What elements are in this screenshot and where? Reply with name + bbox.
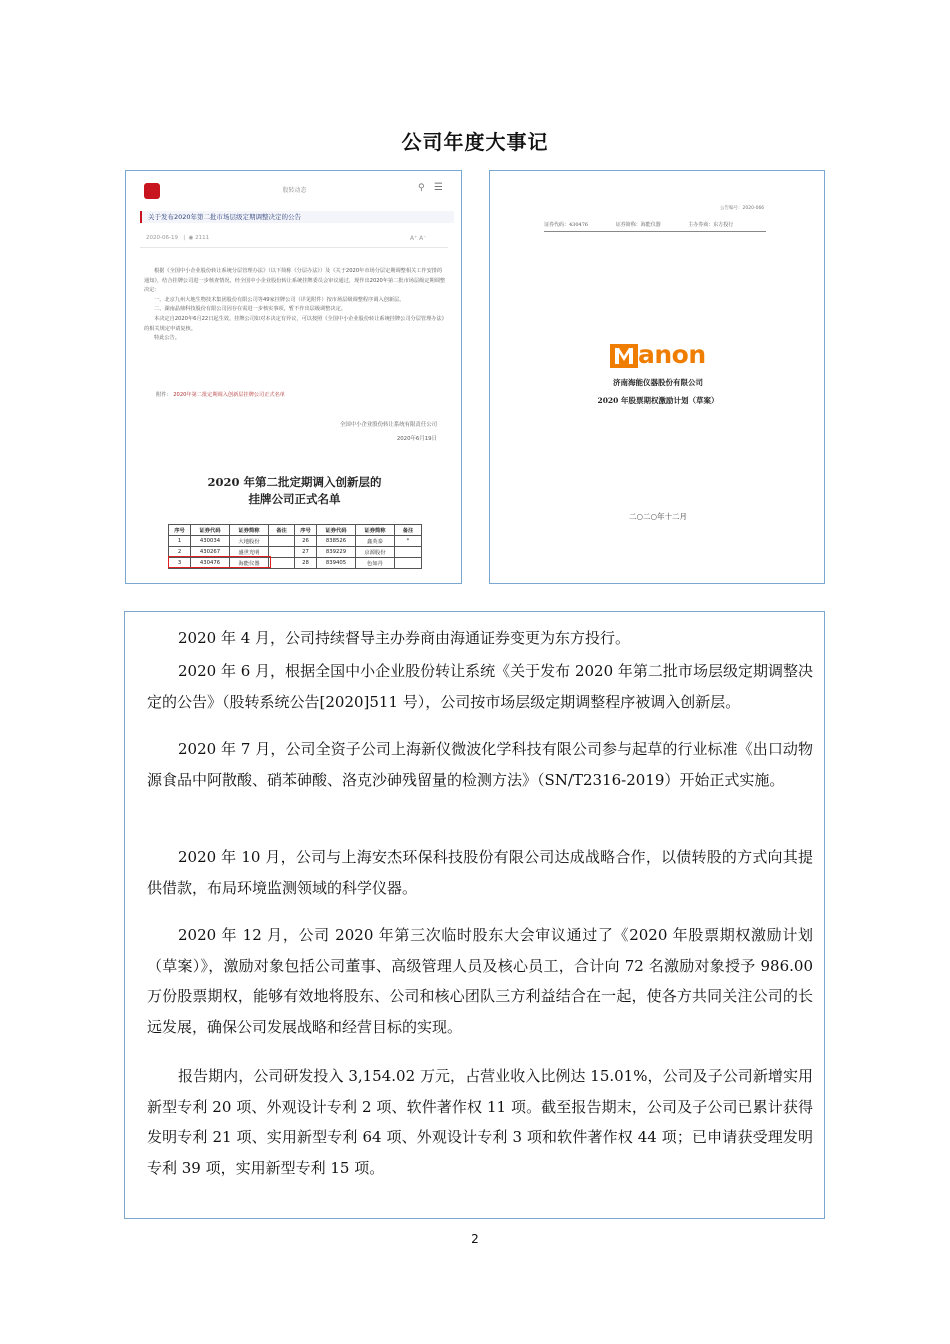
column-header: 证券简称 (356, 525, 395, 536)
table-cell: 26 (295, 536, 317, 547)
event-paragraph: 2020 年 12 月，公司 2020 年第三次临时股东大会审议通过了《2020 年股票期权激励计划（草案）》，激励对象包括公司董事、高级管理人员及核心员工，合计向 72 名激励对象授予 986.00 万份股票期权，能够有效地将股东、公司和核心团队三方利益结合在一起，使各方共同关注公司的长远发展，确保公司发展战略和经营目标的实现。 (147, 926, 813, 1036)
column-header: 证券代码 (191, 525, 230, 536)
cover-header-row (544, 221, 766, 232)
event-paragraph: 2020 年 6 月，根据全国中小企业股份转让系统《关于发布 2020 年第二批市场层级定期调整决定的公告》（股转系统公告[2020]511 号），公司按市场层级定期调整程序被调入创新层。 (147, 662, 813, 711)
events-box (124, 611, 825, 1219)
highlight-box (168, 556, 271, 568)
announcement-title: 关于发布2020年第二批市场层级定期调整决定的公告 (140, 211, 454, 223)
column-header: 序号 (169, 525, 191, 536)
table-cell: 430034 (191, 536, 230, 547)
announcement-screenshot (125, 170, 462, 584)
column-header: 证券代码 (317, 525, 356, 536)
table-cell (395, 547, 422, 558)
table-cell: 京源股份 (356, 547, 395, 558)
plan-cover (489, 170, 825, 584)
table-row (169, 536, 422, 547)
table-cell: 27 (295, 547, 317, 558)
logo-text: anon (638, 340, 706, 369)
column-header: 备注 (269, 525, 295, 536)
column-header: 证券简称 (230, 525, 269, 536)
font-size-controls: A⁺ A⁻ (410, 235, 427, 242)
announcement-date: 2020-06-19 (146, 235, 178, 241)
table-cell: 1 (169, 536, 191, 547)
divider (140, 247, 448, 248)
table-cell: 2 (169, 547, 191, 558)
column-header: 序号 (295, 525, 317, 536)
announcement-paragraph: 一、北京九州大地生物技术集团股份有限公司等49家挂牌公司（详见附件）按市场层级调整程序调入创新层。 (154, 296, 405, 303)
menu-icon: ☰ (434, 182, 443, 193)
attachment-label: 附件： (156, 392, 172, 398)
table-cell: 28 (295, 558, 317, 569)
nav-title: 股转动态 (282, 187, 307, 194)
table-cell (269, 547, 295, 558)
stock-name: 证券简称：海能仪器 (615, 222, 661, 228)
eye-icon: ◉ (188, 235, 194, 241)
announcement-paragraph: 二、湖南晶鼎科技股份有限公司因存在需进一步核实事项，暂不作出层级调整决定。 (154, 306, 346, 313)
table-cell: 大地股份 (230, 536, 269, 547)
stock-code: 证券代码：430476 (544, 222, 589, 228)
table-cell: 海能仪器 (230, 558, 269, 569)
hanon-logo-icon (610, 342, 638, 370)
page-number: 2 (471, 1232, 479, 1246)
announcement-paragraph: 根据《全国中小企业股份转让系统分层管理办法》（以下简称《分层办法》）及《关于2020年市场分层定期调整相关工作安排的通知》，结合挂牌公司进一步核查情况，经全国中小企业股份转让系统挂牌委员会审议通过，现作出2020年第二批市场层级定期调整决定： (144, 268, 446, 294)
announcement-meta: 2020-06-19 | ◉ 2111 (146, 235, 210, 241)
attachment-link: 2020年第二批定期调入创新层挂牌公司正式名单 (173, 392, 285, 398)
table-cell: 鑫英泰 (356, 536, 395, 547)
event-paragraph: 2020 年 4 月，公司持续督导主办券商由海通证券变更为东方投行。 (178, 629, 631, 647)
table-cell: 色如丹 (356, 558, 395, 569)
company-name: 济南海能仪器股份有限公司 (613, 378, 703, 387)
table-cell (269, 536, 295, 547)
doc-number: 公告编号：2020-066 (720, 206, 765, 211)
attachment (156, 391, 285, 398)
announcement-paragraph: 特此公告。 (154, 335, 180, 342)
column-header: 备注 (395, 525, 422, 536)
table-cell: 839229 (317, 547, 356, 558)
table-cell: 839405 (317, 558, 356, 569)
announcement-paragraph: 本决定自2020年6月22日起生效。挂牌公司如对本决定有异议，可以按照《全国中小企业股份转让系统挂牌公司分层管理办法》的相关规定申请复核。 (144, 315, 445, 332)
table-cell: 838526 (317, 536, 356, 547)
broker: 主办券商：东方投行 (688, 222, 734, 228)
table-cell: 3 (169, 558, 191, 569)
table-header-row (169, 525, 422, 536)
table-cell: 430476 (191, 558, 230, 569)
issuer-name: 全国中小企业股份转让系统有限责任公司 (339, 422, 437, 428)
search-icon: ⚲ (418, 183, 425, 193)
announcement-body (144, 267, 446, 344)
table-cell (395, 558, 422, 569)
list-title-line2: 挂牌公司正式名单 (248, 492, 341, 506)
page-title: 公司年度大事记 (401, 130, 549, 154)
issue-date: 2020年6月19日 (396, 436, 437, 442)
plan-title: 2020 年股票期权激励计划（草案） (597, 396, 719, 405)
table-cell: 盛世光明 (230, 547, 269, 558)
table-cell (269, 558, 295, 569)
table-cell: 430267 (191, 547, 230, 558)
table-cell: * (395, 536, 422, 547)
view-count: 2111 (195, 235, 210, 241)
cover-date: 二○二○年十二月 (628, 512, 688, 521)
event-paragraph: 报告期内，公司研发投入 3,154.02 万元，占营业收入比例达 15.01%，公司及子公司新增实用新型专利 20 项、外观设计专利 2 项、软件著作权 11 项。截至报告期末，公司及子公司已累计获得发明专利 21 项、实用新型专利 64 项、外观设计专利 3 项和软件著作权 44 项；已申请获受理发明专利 39 项，实用新型专利 15 项。 (147, 1067, 813, 1177)
list-title-line1: 2020 年第二批定期调入创新层的 (207, 475, 382, 489)
event-paragraph: 2020 年 7 月，公司全资子公司上海新仪微波化学科技有限公司参与起草的行业标准《出口动物源食品中阿散酸、硝苯砷酸、洛克沙砷残留量的检测方法》（SN/T2316-2019）开始正式实施。 (147, 740, 813, 789)
event-paragraph: 2020 年 10 月，公司与上海安杰环保科技股份有限公司达成战略合作，以债转股的方式向其提供借款，布局环境监测领域的科学仪器。 (147, 848, 813, 897)
